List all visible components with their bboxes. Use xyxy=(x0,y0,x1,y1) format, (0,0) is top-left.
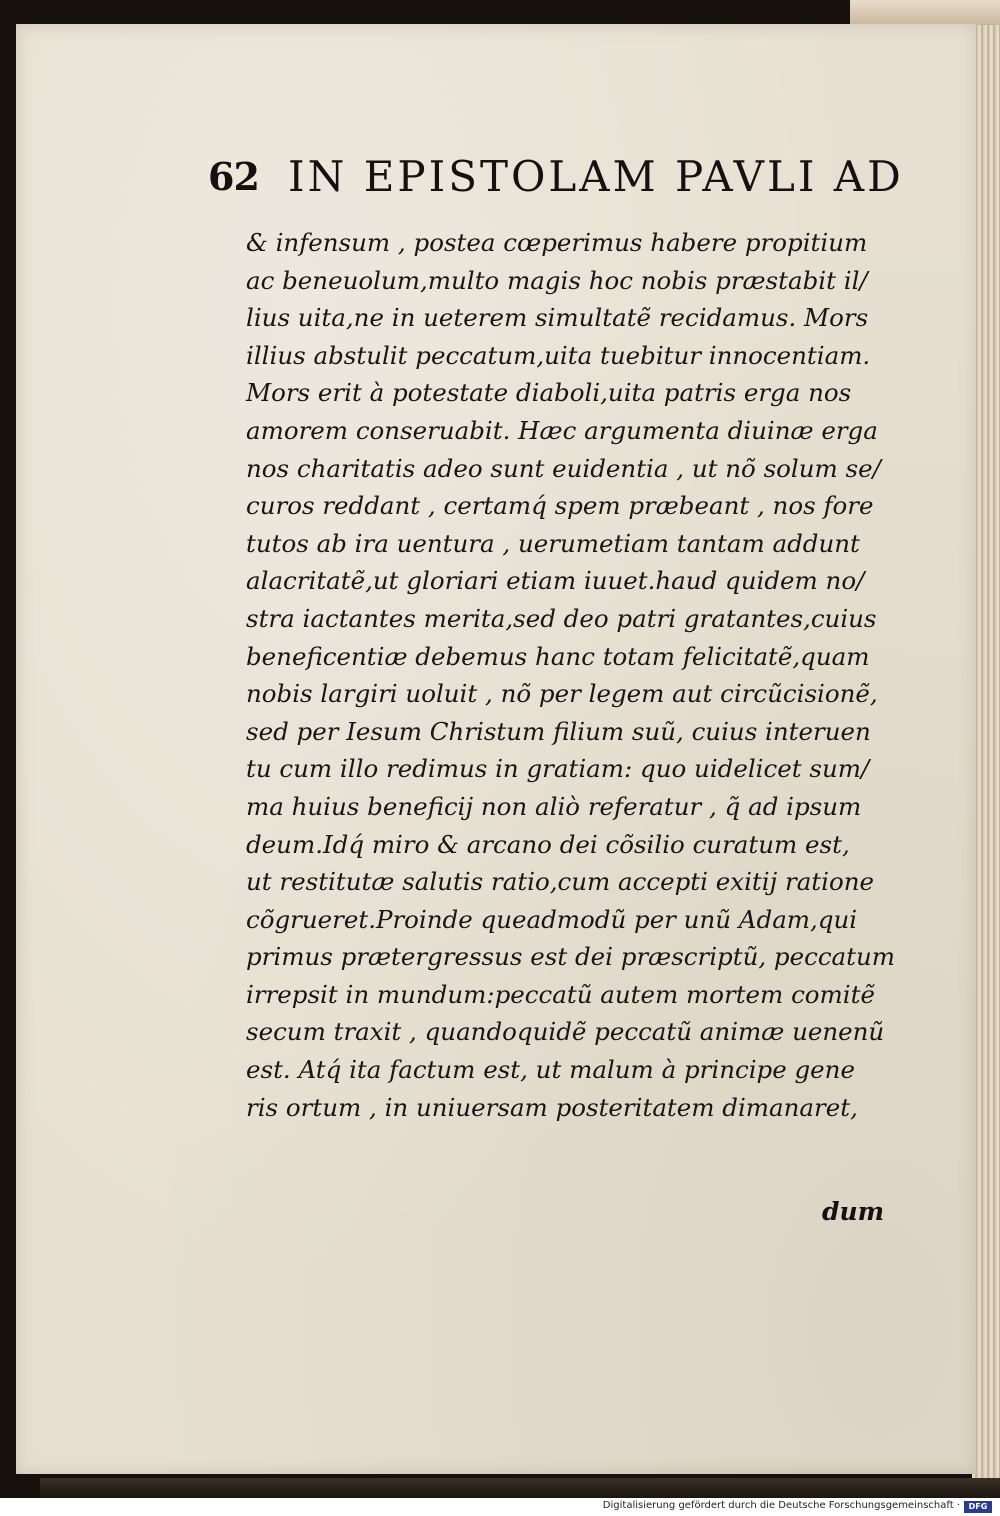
text-line: nobis largiri uoluit , nõ per legem aut circũcisionẽ, xyxy=(246,679,878,709)
text-line: ac beneuolum,multo magis hoc nobis præstabit il/ xyxy=(246,265,868,295)
page-header xyxy=(208,150,908,210)
text-line: lius uita,ne in ueterem simultatẽ recidamus. Mors xyxy=(246,303,869,333)
dfg-logo-icon: DFG xyxy=(964,1501,992,1513)
text-line: ris ortum , in uniuersam posteritatem dimanaret, xyxy=(246,1092,858,1122)
running-title: IN EPISTOLAM PAVLI AD xyxy=(288,152,904,201)
body-text xyxy=(246,224,906,1126)
text-line: cõgrueret.Proinde queadmodũ per unũ Adam,qui xyxy=(246,904,858,934)
catchword: dum xyxy=(822,1197,885,1226)
text-line: amorem conseruabit. Hæc argumenta diuinæ erga xyxy=(246,415,878,445)
text-line: Mors erit à potestate diaboli,uita patris erga nos xyxy=(246,378,852,408)
text-line: stra iactantes merita,sed deo patri gratantes,cuius xyxy=(246,603,877,633)
text-line: tu cum illo redimus in gratiam: quo uidelicet sum/ xyxy=(246,754,870,784)
text-line: nos charitatis adeo sunt euidentia , ut nõ solum se/ xyxy=(246,453,881,483)
text-line: beneficentiæ debemus hanc totam felicitatẽ,quam xyxy=(246,641,870,671)
text-line: primus prætergressus est dei præscriptũ, peccatum xyxy=(246,942,896,972)
text-line: illius abstulit peccatum,uita tuebitur innocentiam. xyxy=(246,340,871,370)
text-line: alacritatẽ,ut gloriari etiam iuuet.haud quidem no/ xyxy=(246,566,865,596)
text-line: ma huius beneficij non aliò referatur , q̃ ad ipsum xyxy=(246,791,862,821)
text-line: sed per Iesum Christum filium suũ, cuius interuen xyxy=(246,716,871,746)
text-line: ut restitutæ salutis ratio,cum accepti exitij ratione xyxy=(246,867,875,897)
book-edge-bottom xyxy=(40,1478,1000,1498)
text-line: est. Atq́ ita factum est, ut malum à principe gene xyxy=(246,1055,855,1085)
book-edge-right xyxy=(972,25,1000,1505)
funding-credit: Digitalisierung gefördert durch die Deutsche Forschungsgemeinschaft · xyxy=(602,1500,960,1511)
text-line: secum traxit , quandoquidẽ peccatũ animæ uenenũ xyxy=(246,1017,885,1047)
folio-number: 62 xyxy=(208,154,259,199)
text-line: tutos ab ira uentura , uerumetiam tantam addunt xyxy=(246,528,860,558)
text-line: irrepsit in mundum:peccatũ autem mortem comitẽ xyxy=(246,979,875,1009)
footer-credit-bar xyxy=(0,1498,1000,1516)
text-line: & infensum , postea cœperimus habere propitium xyxy=(246,228,868,257)
text-line: deum.Idq́ miro & arcano dei cõsilio curatum est, xyxy=(246,829,850,859)
text-line: curos reddant , certamq́ spem præbeant , nos fore xyxy=(246,491,874,521)
